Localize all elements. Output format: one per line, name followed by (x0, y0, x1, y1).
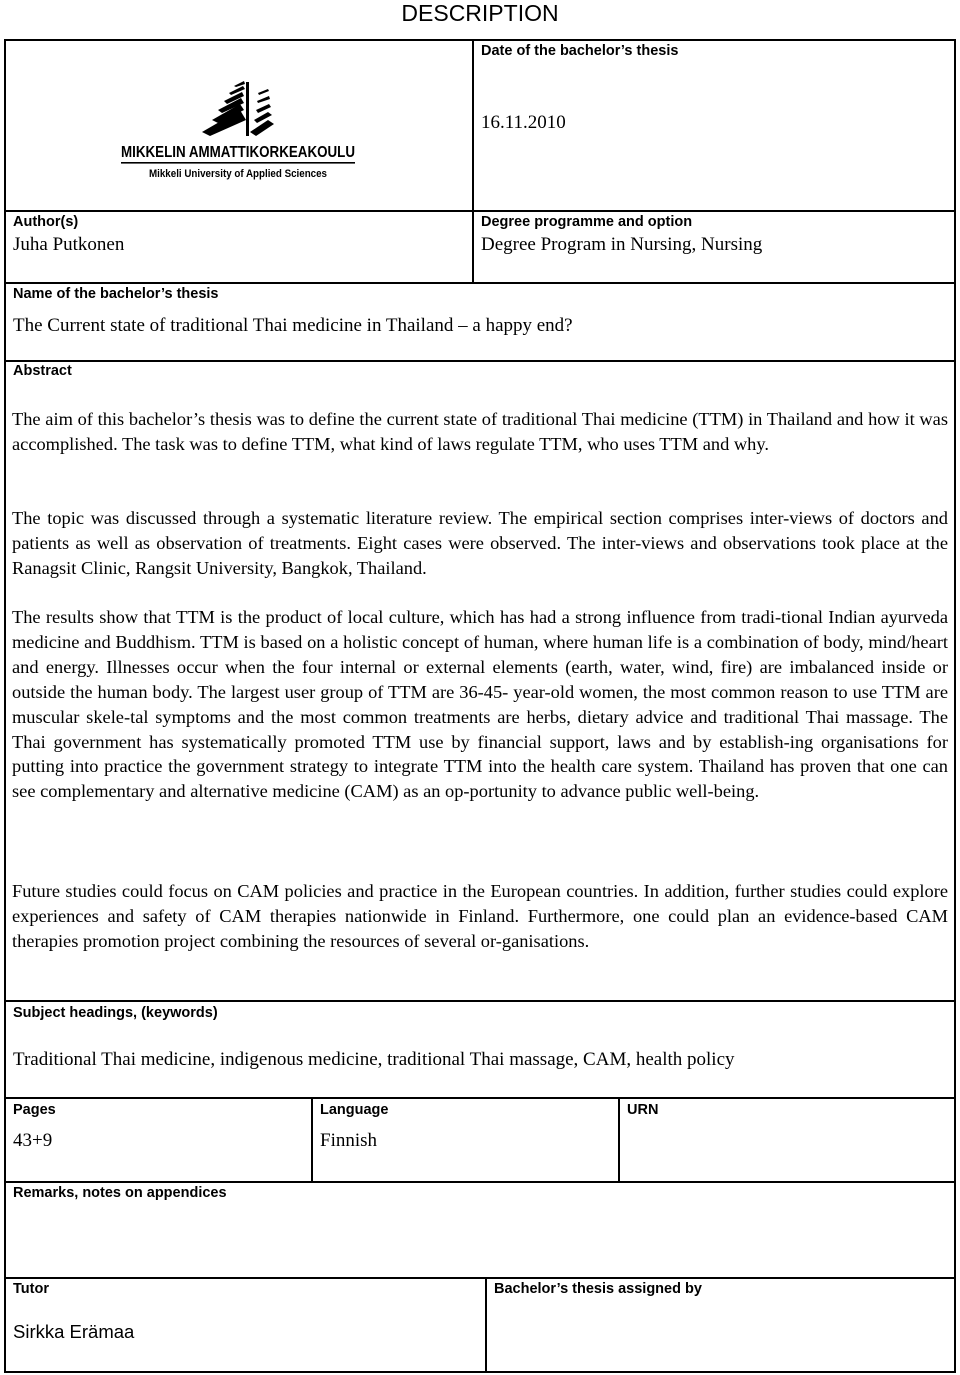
thesis-name-cell (4, 282, 956, 362)
degree-label: Degree programme and option (481, 214, 693, 230)
assigned-by-label: Bachelor’s thesis assigned by (494, 1281, 702, 1297)
page-title: DESCRIPTION (401, 0, 559, 26)
date-value: 16.11.2010 (481, 112, 566, 133)
abstract-paragraph: The aim of this bachelor’s thesis was to define the current state of traditional Thai medicine (TTM) in Thailand and how it was accomplished. The task was to define TTM, what kind of laws regulate TTM, who uses TTM and why. (12, 409, 948, 454)
language-value: Finnish (320, 1130, 378, 1151)
author-label: Author(s) (13, 214, 79, 230)
logo-name: MIKKELIN AMMATTIKORKEAKOULU (121, 144, 355, 161)
tutor-cell (4, 1277, 487, 1373)
remarks-cell (4, 1181, 956, 1279)
tutor-label: Tutor (13, 1281, 49, 1297)
abstract-label: Abstract (13, 363, 72, 379)
remarks-label: Remarks, notes on appendices (13, 1185, 227, 1201)
pages-cell (4, 1097, 313, 1183)
abstract-paragraph: The topic was discussed through a systematic literature review. The empirical section comprises inter-views of doctors and patients as well as observation of treatments. Eight cases were observed. The inter-views and observations took place at the Ranagsit Clinic, Rangsit University, Bangkok, Thailand. (12, 508, 948, 578)
degree-value: Degree Program in Nursing, Nursing (481, 234, 763, 255)
thesis-name-value: The Current state of traditional Thai medicine in Thailand – a happy end? (13, 315, 573, 336)
abstract-paragraph: Future studies could focus on CAM policies and practice in the European countries. In addition, further studies could explore experiences and safety of CAM therapies nationwide in Finland. Furthermore, one could plan an evidence-based CAM therapies promotion project combining the resources of several or-ganisations. (12, 881, 948, 951)
language-label: Language (320, 1102, 389, 1118)
pages-value: 43+9 (13, 1130, 53, 1151)
keywords-value: Traditional Thai medicine, indigenous medicine, traditional Thai massage, CAM, health policy (13, 1049, 735, 1070)
logo-subtitle: Mikkeli University of Applied Sciences (149, 168, 327, 180)
assigned-by-cell (485, 1277, 956, 1373)
abstract-paragraph: The results show that TTM is the product of local culture, which has had a strong influence from tradi-tional Indian ayurveda medicine and Buddhism. TTM is based on a holistic concept of human, where human life is a combination of body, mind/heart and energy. Illnesses occur when the four internal or external elements (earth, water, wind, fire) are imbalanced inside or outside the human body. The largest user group of TTM are 36-45- year-old women, the most common reason to use TTM are muscular skele-tal symptoms and the most common treatments are herbs, dietary advice and traditional Thai massage. The Thai government has systematically promoted TTM use by financial support, laws and by establish-ing organisations for putting into practice the government strategy to integrate TTM into the health care system. Thailand has proven that one can see complementary and alternative medicine (CAM) as an op-portunity to advance public well-being. (12, 607, 948, 802)
date-cell (472, 39, 956, 212)
university-logo (118, 76, 358, 182)
keywords-cell (4, 1000, 956, 1099)
urn-cell (618, 1097, 956, 1183)
author-cell (4, 210, 474, 284)
degree-cell (472, 210, 956, 284)
author-value: Juha Putkonen (13, 234, 125, 255)
tutor-value: Sirkka Erämaa (13, 1321, 135, 1342)
language-cell (311, 1097, 620, 1183)
urn-label: URN (627, 1102, 659, 1118)
pages-label: Pages (13, 1102, 56, 1118)
keywords-label: Subject headings, (keywords) (13, 1005, 218, 1021)
date-label: Date of the bachelor’s thesis (481, 43, 679, 59)
thesis-name-label: Name of the bachelor’s thesis (13, 286, 219, 302)
